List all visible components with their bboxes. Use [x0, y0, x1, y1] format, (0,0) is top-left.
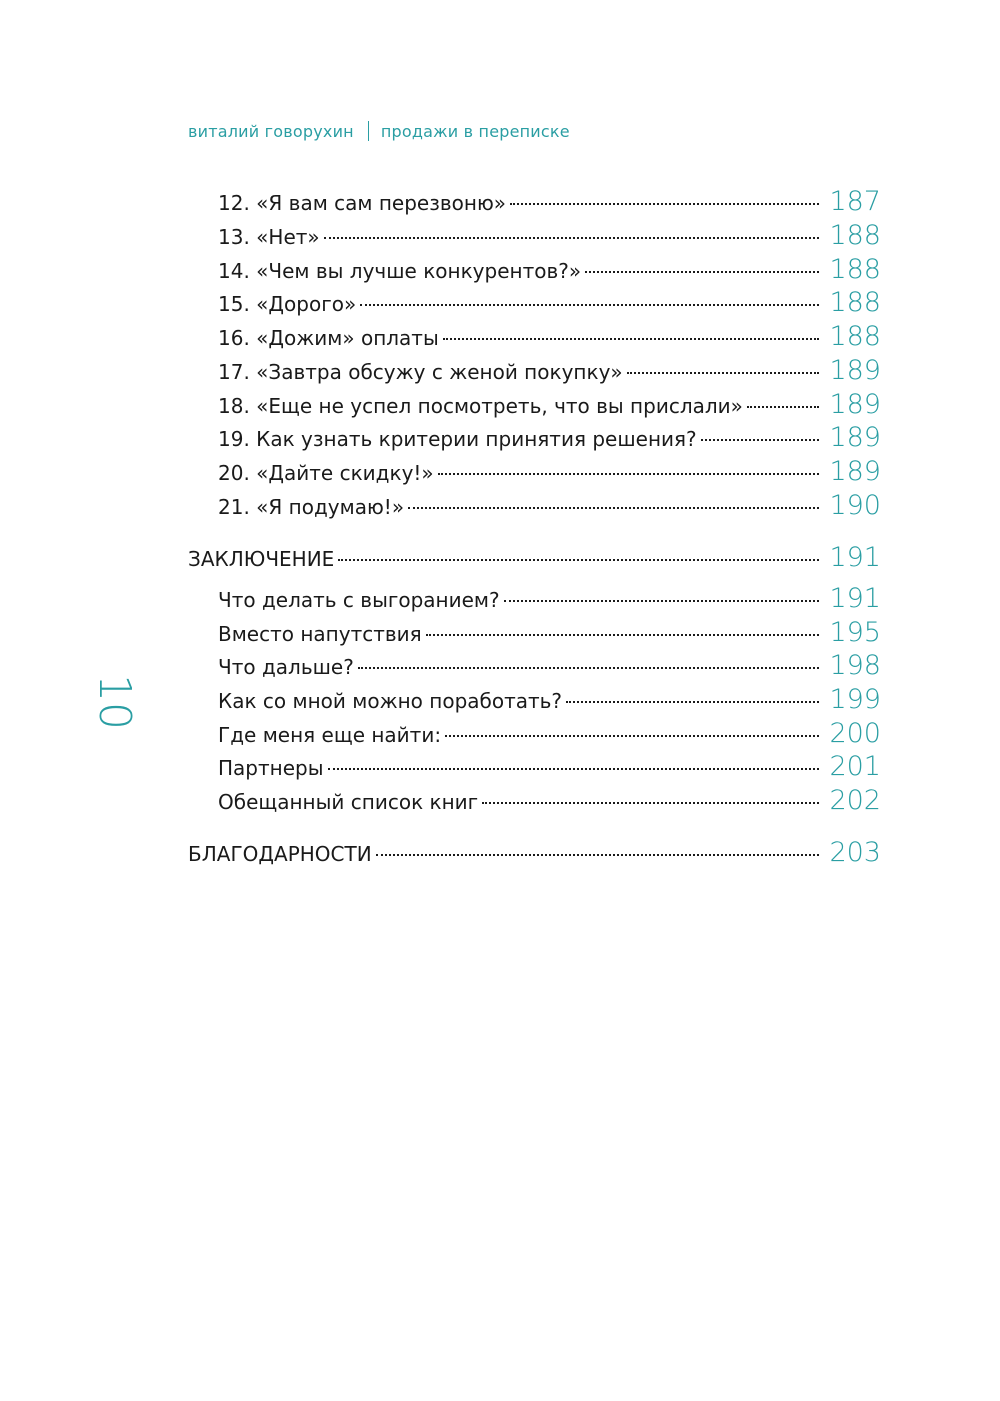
- toc-section-label: ЗАКЛЮЧЕНИЕ: [188, 547, 335, 571]
- toc-leader-dots: [426, 634, 820, 636]
- toc-leader-dots: [376, 854, 820, 856]
- toc-entry-page: 189: [829, 422, 881, 453]
- toc-section[interactable]: [188, 837, 881, 869]
- toc-entry[interactable]: [218, 186, 881, 218]
- toc-section-page: 203: [829, 837, 881, 868]
- toc-entry[interactable]: [218, 617, 881, 649]
- toc-entry[interactable]: [218, 287, 881, 319]
- running-header: [188, 121, 570, 141]
- header-author: виталий говорухин: [188, 122, 354, 141]
- toc-leader-dots: [566, 701, 819, 703]
- toc-leader-dots: [443, 338, 820, 340]
- toc-leader-dots: [328, 768, 820, 770]
- toc-entry-label: 18. «Еще не успел посмотреть, что вы прислали»: [218, 394, 743, 418]
- toc-entry[interactable]: [218, 785, 881, 817]
- toc-entry-page: 189: [829, 389, 881, 420]
- toc-leader-dots: [627, 372, 820, 374]
- toc-entry-page: 187: [829, 186, 881, 217]
- toc-leader-dots: [338, 559, 819, 561]
- toc-entry[interactable]: [218, 583, 881, 615]
- toc-section-page: 191: [829, 542, 881, 573]
- toc-entry-page: 201: [829, 751, 881, 782]
- toc-entry-label: 21. «Я подумаю!»: [218, 495, 405, 519]
- toc-entry-page: 188: [829, 321, 881, 352]
- toc-entry[interactable]: [218, 220, 881, 252]
- toc-leader-dots: [747, 406, 820, 408]
- toc-leader-dots: [360, 304, 819, 306]
- toc-entry-label: Что дальше?: [218, 655, 354, 679]
- toc-entry-page: 200: [829, 718, 881, 749]
- toc-entry-page: 189: [829, 456, 881, 487]
- toc-entry-page: 189: [829, 355, 881, 386]
- header-separator: [368, 121, 369, 141]
- toc-leader-dots: [408, 507, 819, 509]
- toc-entry-label: 14. «Чем вы лучше конкурентов?»: [218, 259, 582, 283]
- toc-section-label: БЛАГОДАРНОСТИ: [188, 842, 372, 866]
- toc-entry-page: 188: [829, 254, 881, 285]
- toc-entry-label: 17. «Завтра обсужу с женой покупку»: [218, 360, 623, 384]
- toc-entry-page: 199: [829, 684, 881, 715]
- toc-leader-dots: [324, 237, 820, 239]
- toc-entry-label: Что делать с выгоранием?: [218, 588, 500, 612]
- toc-entry[interactable]: [218, 321, 881, 353]
- page-number: 10: [89, 674, 140, 730]
- toc-leader-dots: [358, 667, 820, 669]
- toc-entry[interactable]: [218, 490, 881, 522]
- toc-entry-label: Обещанный список книг: [218, 790, 479, 814]
- toc-entry-page: 198: [829, 650, 881, 681]
- toc-entry[interactable]: [218, 684, 881, 716]
- toc-entry-page: 191: [829, 583, 881, 614]
- toc-leader-dots: [445, 735, 819, 737]
- toc-leader-dots: [510, 203, 819, 205]
- toc-entry-label: 16. «Дожим» оплаты: [218, 326, 439, 350]
- toc-entry-page: 202: [829, 785, 881, 816]
- toc-entry[interactable]: [218, 355, 881, 387]
- toc-entry[interactable]: [218, 650, 881, 682]
- toc-section[interactable]: [188, 542, 881, 574]
- toc-leader-dots: [701, 439, 820, 441]
- toc-entry-label: Вместо напутствия: [218, 622, 422, 646]
- toc-entry-label: 13. «Нет»: [218, 225, 320, 249]
- toc-leader-dots: [438, 473, 820, 475]
- toc-leader-dots: [504, 600, 820, 602]
- toc-leader-dots: [585, 271, 819, 273]
- toc-entry-label: 15. «Дорого»: [218, 292, 357, 316]
- toc-entry[interactable]: [218, 422, 881, 454]
- toc-leader-dots: [482, 802, 819, 804]
- toc-entry[interactable]: [218, 751, 881, 783]
- toc-entry[interactable]: [218, 456, 881, 488]
- toc-entry-page: 195: [829, 617, 881, 648]
- toc-entry-label: 12. «Я вам сам перезвоню»: [218, 191, 507, 215]
- header-title: продажи в переписке: [380, 122, 570, 141]
- toc-entry[interactable]: [218, 718, 881, 750]
- toc-entry[interactable]: [218, 389, 881, 421]
- toc-entry-label: 20. «Дайте скидку!»: [218, 461, 434, 485]
- toc-entry[interactable]: [218, 254, 881, 286]
- toc-entry-page: 190: [829, 490, 881, 521]
- toc-entry-label: Партнеры: [218, 756, 324, 780]
- toc-entry-page: 188: [829, 220, 881, 251]
- toc-entry-label: Как со мной можно поработать?: [218, 689, 563, 713]
- toc-entry-label: Где меня еще найти:: [218, 723, 442, 747]
- toc-entry-page: 188: [829, 287, 881, 318]
- toc-entry-label: 19. Как узнать критерии принятия решения?: [218, 427, 697, 451]
